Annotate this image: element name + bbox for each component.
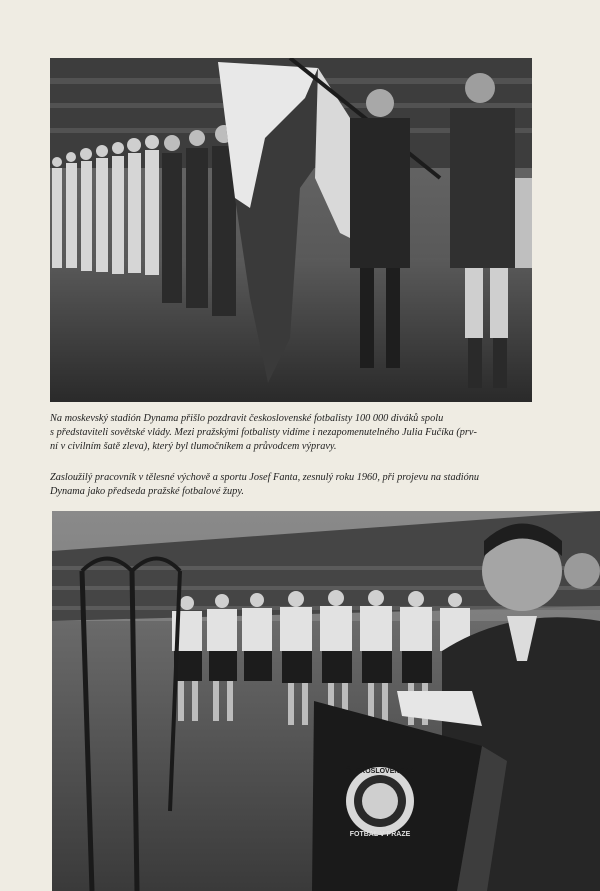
caption-bottom-line: Zasloužilý pracovník v tělesné výchově a sportu Josef Fanta, zesnulý roku 1960, při projevu na stadiónu <box>50 472 480 483</box>
pennant-text-top: ČESKOSLOVENSKÁ <box>345 768 415 775</box>
caption-top <box>50 412 534 454</box>
photo-flag-ceremony <box>50 58 532 402</box>
caption-top-line: ní v civilním šatě zleva), který byl tlumočníkem a průvodcem výpravy. <box>50 441 337 452</box>
caption-top-line: Na moskevský stadión Dynama přišlo pozdravit československé fotbalisty 100 000 diváků spolu <box>50 413 444 424</box>
photo-speech-at-stadium <box>52 511 600 891</box>
caption-bottom-line: Dynama jako předseda pražské fotbalové župy. <box>50 486 244 497</box>
caption-bottom <box>50 471 534 499</box>
pennant-text-bottom: FOTBAL V PRAZE <box>349 831 411 838</box>
caption-top-line: s představiteli sovětské vlády. Mezi pražskými fotbalisty vidíme i nezapomenutelného Julia Fučíka (prv- <box>50 427 477 438</box>
